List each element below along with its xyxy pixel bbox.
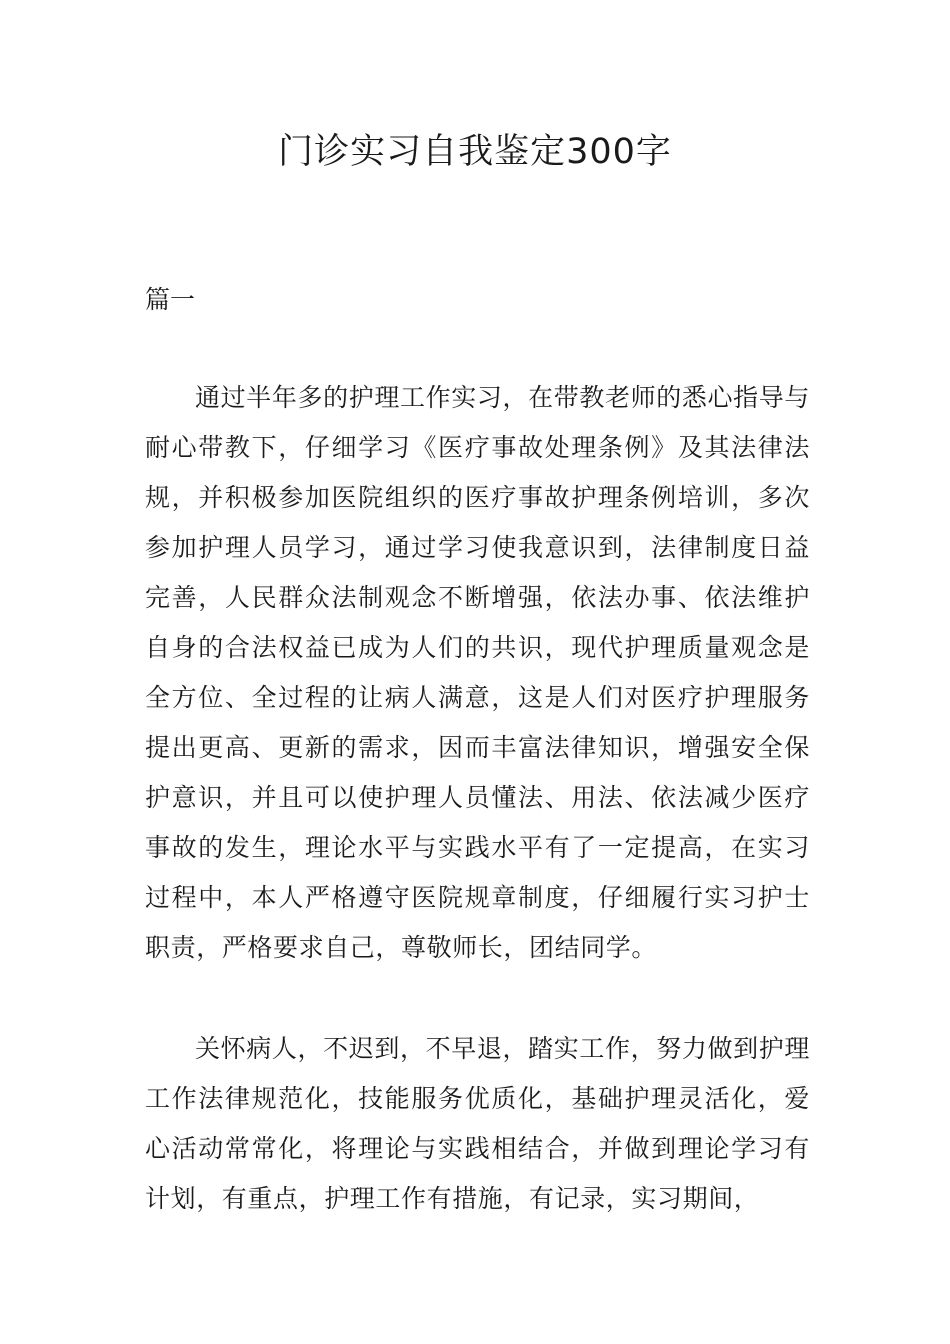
- body-paragraph-2: 关怀病人，不迟到，不早退，踏实工作，努力做到护理工作法律规范化，技能服务优质化，基础护理灵活化，爱心活动常常化，将理论与实践相结合，并做到理论学习有计划，有重点，护理工作有措施，有记录，实习期间，: [145, 1034, 810, 1213]
- document-title: 门诊实习自我鉴定300字: [278, 132, 672, 172]
- section-label: 篇一: [145, 285, 196, 314]
- body-paragraph-1: 通过半年多的护理工作实习，在带教老师的悉心指导与耐心带教下，仔细学习《医疗事故处理条例》及其法律法规，并积极参加医院组织的医疗事故护理条例培训，多次参加护理人员学习，通过学习使我意识到，法律制度日益完善，人民群众法制观念不断增强，依法办事、依法维护自身的合法权益已成为人们的共识，现代护理质量观念是全方位、全过程的让病人满意，这是人们对医疗护理服务提出更高、更新的需求，因而丰富法律知识，增强安全保护意识，并且可以使护理人员懂法、用法、依法减少医疗事故的发生，理论水平与实践水平有了一定提高，在实习过程中，本人严格遵守医院规章制度，仔细履行实习护士职责，严格要求自己，尊敬师长，团结同学。: [145, 383, 810, 962]
